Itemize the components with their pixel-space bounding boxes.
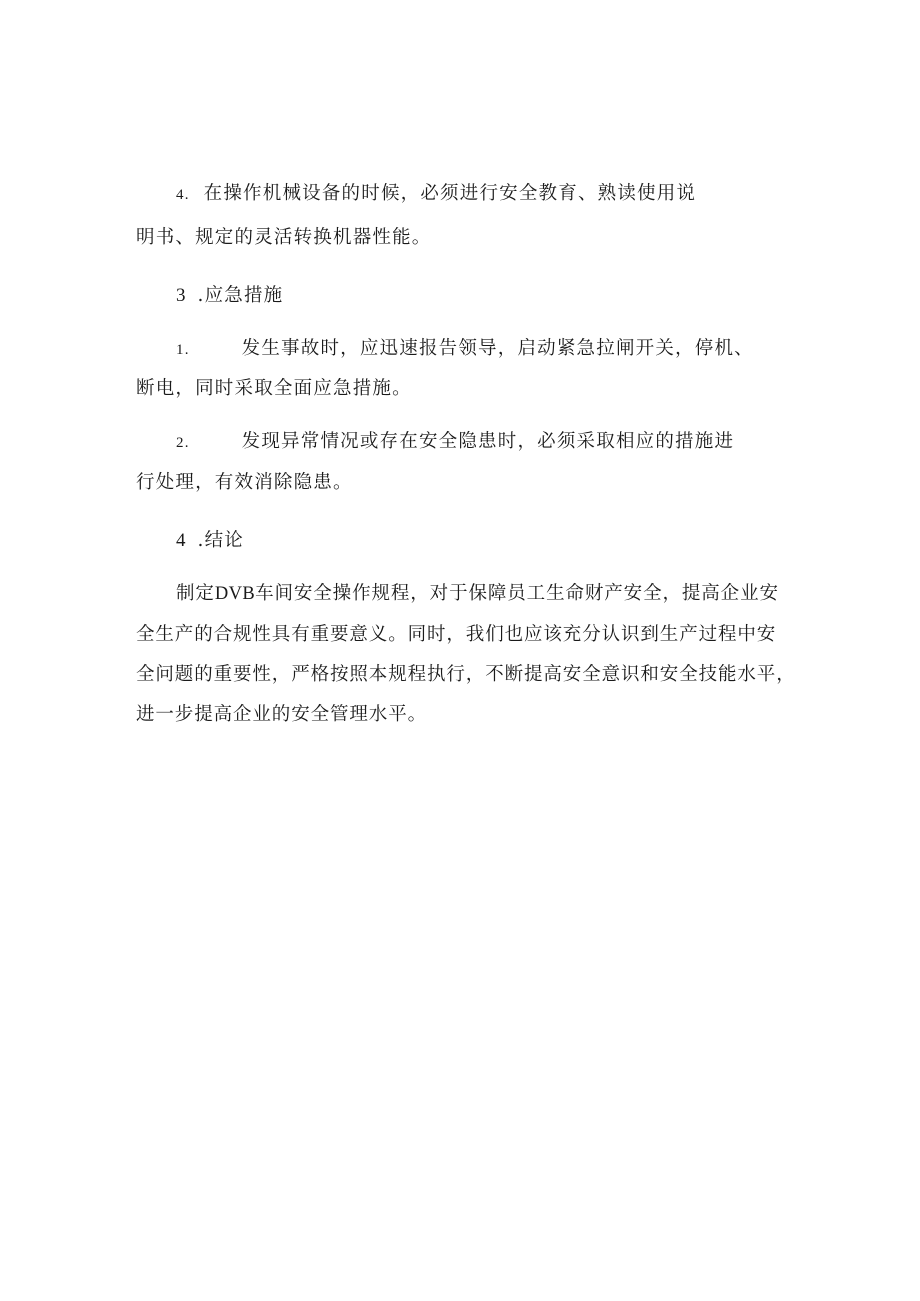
emergency-1-line-2 [136,376,412,402]
conclusion-text-4: 进一步提高企业的安全管理水平。 [136,704,428,725]
emergency-2-number: 2. [176,435,190,451]
emergency-2-text-2: 行处理，有效消除隐患。 [136,472,353,493]
conclusion-text-1-latin: DVB [214,584,256,604]
emergency-2-line-1 [176,429,734,456]
item-4-line-1 [176,181,696,208]
conclusion-line-2 [136,622,776,648]
item-4-text-1: 在操作机械设备的时候，必须进行安全教育、熟读使用说 [203,183,697,204]
conclusion-line-3 [136,662,796,688]
conclusion-line-4 [136,702,427,728]
emergency-2-line-2 [136,470,353,496]
conclusion-text-3: 全问题的重要性，严格按照本规程执行，不断提高安全意识和安全技能水平， [136,664,796,685]
item-4-text-2: 明书、规定的灵活转换机器性能。 [136,227,432,248]
section-3-number: 3 [176,285,186,306]
section-4-heading [176,528,244,554]
emergency-2-text-1: 发现异常情况或存在安全隐患时，必须采取相应的措施进 [241,431,735,452]
section-4-number: 4 [176,530,186,551]
emergency-1-text-2: 断电，同时采取全面应急措施。 [136,378,412,399]
section-4-title: .结论 [197,530,244,551]
emergency-1-number: 1. [176,342,190,358]
item-4-number: 4. [176,187,190,203]
conclusion-text-1-post: 车间安全操作规程，对于保障员工生命财产安全，提高企业安 [255,583,779,604]
emergency-1-line-1 [176,336,754,363]
item-4-line-2 [136,225,432,251]
conclusion-line-1 [176,581,779,607]
section-3-heading [176,283,283,309]
emergency-1-text-1: 发生事故时，应迅速报告领导，启动紧急拉闸开关，停机、 [241,338,754,359]
conclusion-text-1-pre: 制定 [176,583,215,604]
conclusion-text-2: 全生产的合规性具有重要意义。同时，我们也应该充分认识到生产过程中安 [136,624,777,645]
section-3-title: .应急措施 [197,285,284,306]
